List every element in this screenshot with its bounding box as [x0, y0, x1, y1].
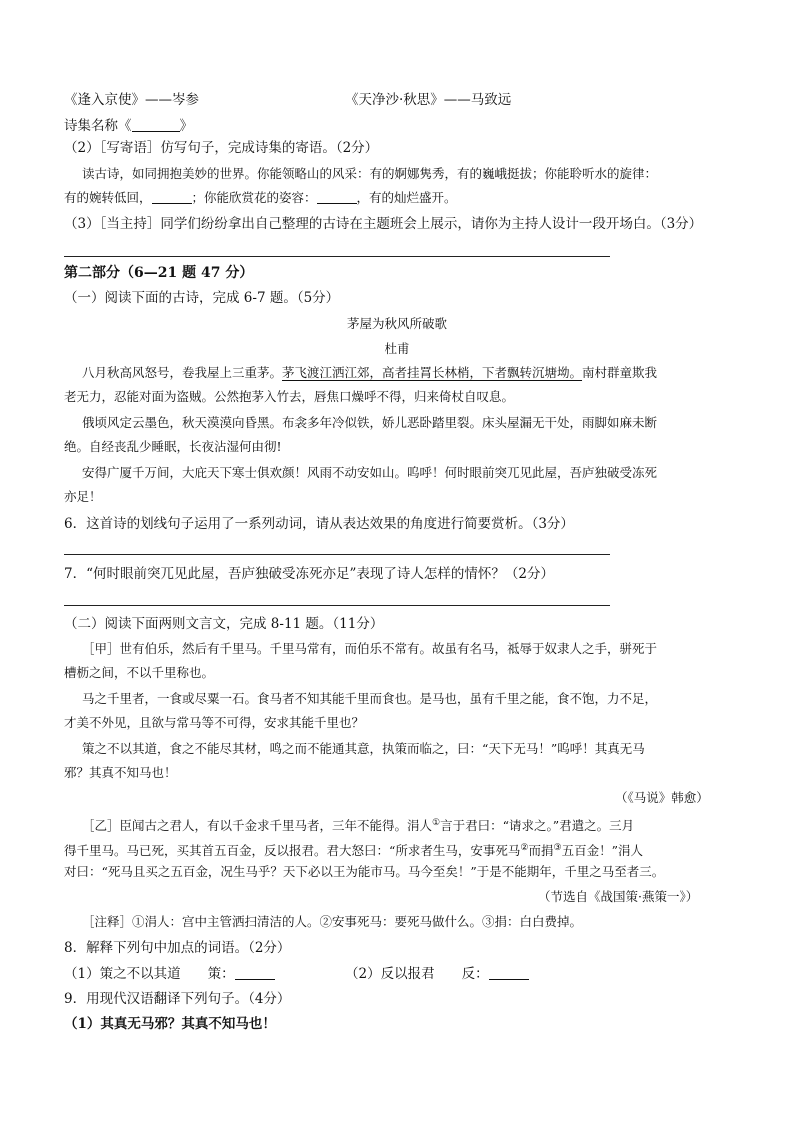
collection-name: 诗集名称《 》 — [64, 118, 193, 134]
q8-blank-1[interactable] — [235, 966, 275, 980]
question-8: 8．解释下列句中加点的词语。（2分） — [64, 940, 291, 956]
poem-p2-line2: 绝。自经丧乱少睡眠，长夜沾湿何由彻! — [64, 439, 282, 454]
question-6: 6．这首诗的划线句子运用了一系列动词，请从表达效果的角度进行简要赏析。（3分） — [64, 516, 574, 532]
q8-item-1: （1）策之不以其道 策： — [64, 965, 275, 983]
q2-text-line2: 有的婉转低回， ；你能欣赏花的姿容： ，有的灿烂盛开。 — [64, 190, 457, 205]
yi-line1: ［乙］臣闻古之君人，有以千金求千里马者，三年不能得。涓人①言于君曰：“请求之。”君遣之。三月 — [82, 818, 635, 833]
poem-p3-line2: 亦足！ — [64, 489, 102, 504]
poem-p2-line1: 俄顷风定云墨色，秋天漠漠向昏黑。布衾多年冷似铁，娇儿恶卧踏里裂。床头屋漏无干处，雨脚如麻未断 — [82, 415, 658, 430]
question-7: 7．“何时眼前突兀见此屋，吾庐独破受冻死亦足”表现了诗人怎样的情怀？（2分） — [64, 566, 554, 582]
q2-blank-1[interactable] — [152, 190, 192, 204]
section-2-title: （二）阅读下面两则文言文，完成 8-11 题。（11分） — [64, 616, 384, 632]
jia-line1: ［甲］世有伯乐，然后有千里马。千里马常有，而伯乐不常有。故虽有名马，祗辱于奴隶人之手，骈死于 — [82, 641, 658, 656]
jia-line4: 才美不外见，且欲与常马等不可得，安求其能千里也？ — [64, 715, 365, 730]
poem-title: 茅屋为秋风所破歌 — [346, 316, 447, 331]
jia-line5: 策之不以其道，食之不能尽其材，鸣之而不能通其意，执策而临之，曰：“天下无马！”呜呼！其真无马 — [82, 741, 645, 756]
q8-blank-2[interactable] — [489, 966, 529, 980]
jia-line2: 槽枥之间，不以千里称也。 — [64, 665, 215, 680]
answer-line-q7[interactable] — [64, 605, 610, 606]
collection-blank[interactable] — [132, 118, 180, 132]
q9-item-1: （1）其真无马邪？其真不知马也！ — [64, 1016, 276, 1032]
question-9: 9．用现代汉语翻译下列句子。（4分） — [64, 991, 291, 1007]
question-3: （3）［当主持］同学们纷纷拿出自己整理的古诗在主题班会上展示，请你为主持人设计一段开场白。（3分） — [64, 216, 703, 232]
underlined-verbs: 茅飞渡江洒江郊，高者挂罥长林梢，下者飘转沉塘坳。 — [282, 365, 583, 380]
poem-author: 杜甫 — [384, 341, 410, 356]
jia-line6: 邪？其真不知马也！ — [64, 765, 177, 780]
answer-line-q6[interactable] — [64, 554, 610, 555]
jia-source: （《马说》韩愈） — [615, 790, 709, 805]
q2-text-line1: 读古诗，如同拥抱美妙的世界。你能领略山的风采：有的婀娜隽秀，有的巍峨挺拔；你能聆听水的旋律： — [82, 166, 658, 181]
question-2: （2）［写寄语］仿写句子，完成诗集的寄语。（2分） — [64, 140, 379, 156]
yi-line2: 得千里马。马已死，买其首五百金，反以报君。君大怒曰：“所求者生马，安事死马②而捐③五百金！”涓人 — [64, 843, 643, 858]
yi-line3: 对曰：“死马且买之五百金，况生马乎？天下必以王为能市马。马今至矣！”于是不能期年，千里之马至者三。 — [64, 864, 665, 879]
answer-line-q3[interactable] — [64, 256, 610, 257]
notes: ［注释］①涓人：宫中主管洒扫清洁的人。②安事死马：要死马做什么。③捐：白白费掉。 — [82, 914, 583, 929]
jia-line3: 马之千里者，一食或尽粟一石。食马者不知其能千里而食也。是马也，虽有千里之能，食不饱，力不足， — [82, 691, 658, 706]
poem-p1-line1: 八月秋高风怒号，卷我屋上三重茅。茅飞渡江洒江郊，高者挂罥长林梢，下者飘转沉塘坳。南村群童欺我 — [82, 365, 658, 380]
part2-heading: 第二部分（6—21 题 47 分） — [64, 265, 254, 281]
poem-right: 《天净沙·秋思》——马致远 — [345, 92, 512, 108]
poem-p3-line1: 安得广厦千万间，大庇天下寒士俱欢颜！风雨不动安如山。呜呼！何时眼前突兀见此屋，吾庐独破受冻死 — [82, 465, 658, 480]
section-1-title: （一）阅读下面的古诗，完成 6-7 题。（5分） — [64, 290, 340, 306]
yi-source: （节选自《战国策·燕策一》） — [538, 889, 699, 904]
q2-blank-2[interactable] — [317, 190, 357, 204]
q8-item-2: （2）反以报君 反： — [345, 965, 529, 983]
poem-left: 《逢入京使》——岑参 — [64, 92, 199, 108]
poem-p1-line2: 老无力，忍能对面为盗贼。公然抱茅入竹去，唇焦口燥呼不得，归来倚杖自叹息。 — [64, 389, 515, 404]
